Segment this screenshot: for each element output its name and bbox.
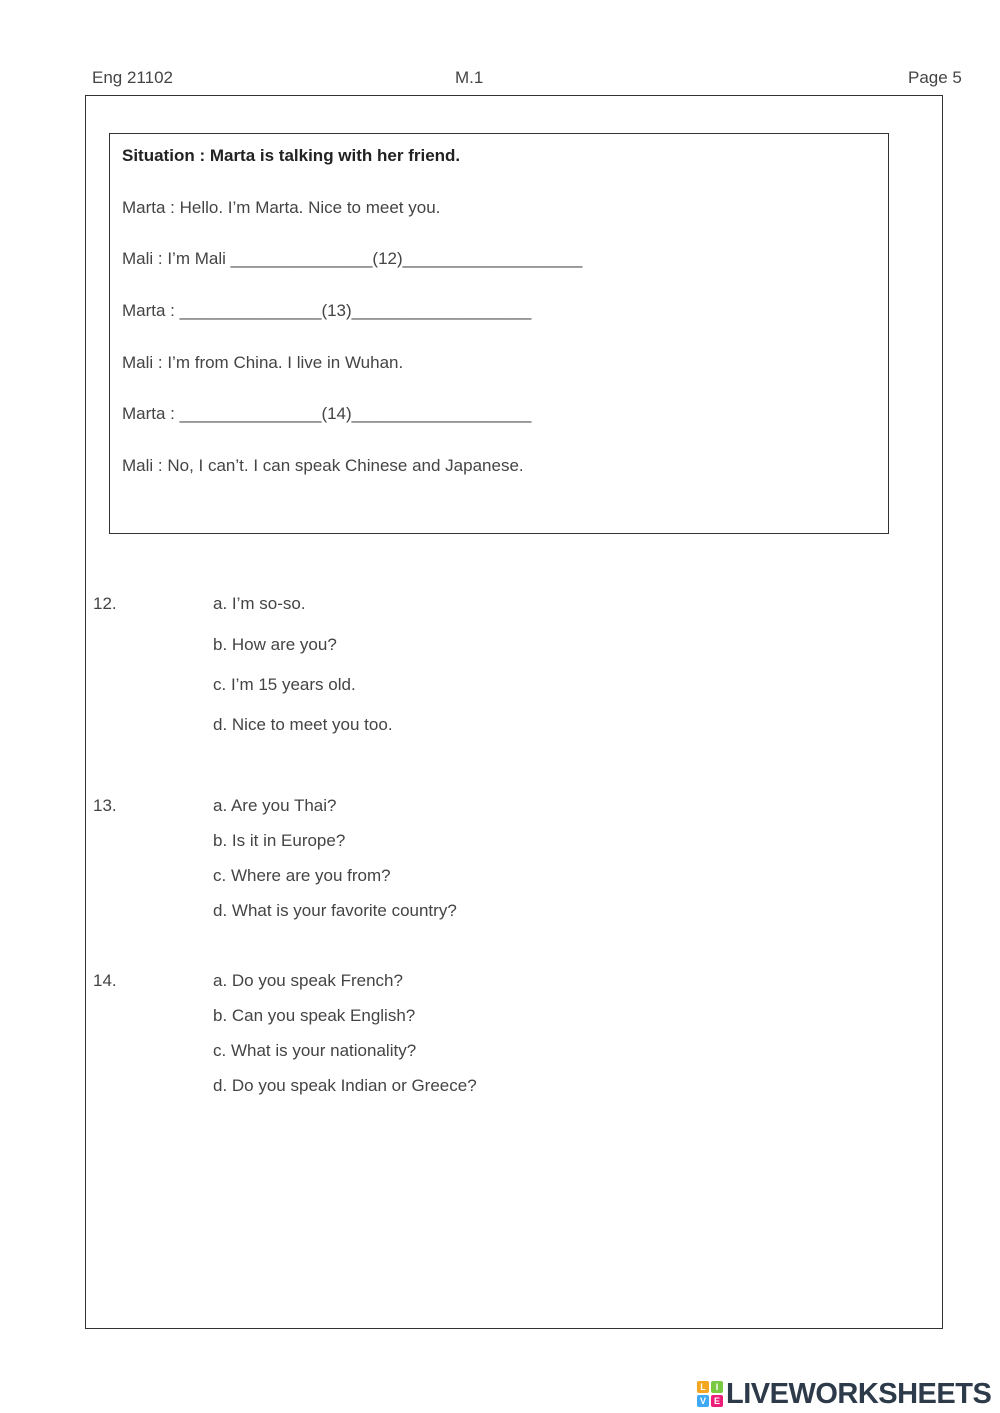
- logo-tile: E: [711, 1395, 723, 1407]
- answer-option[interactable]: d. Nice to meet you too.: [213, 715, 393, 734]
- course-code: Eng 21102: [92, 68, 173, 87]
- answer-option[interactable]: c. Where are you from?: [213, 866, 391, 885]
- dialogue-line-blank-14: Marta : _______________(14)___________________: [122, 404, 532, 423]
- question-number: 12.: [93, 594, 117, 613]
- answer-option[interactable]: c. What is your nationality?: [213, 1041, 417, 1060]
- liveworksheets-logo[interactable]: [697, 1378, 991, 1410]
- logo-tile: V: [697, 1395, 709, 1407]
- dialogue-line: Marta : Hello. I’m Marta. Nice to meet you.: [122, 198, 441, 217]
- dialogue-line: Mali : No, I can’t. I can speak Chinese and Japanese.: [122, 456, 524, 475]
- answer-option[interactable]: a. Are you Thai?: [213, 796, 337, 815]
- question-number: 13.: [93, 796, 117, 815]
- answer-option[interactable]: a. Do you speak French?: [213, 971, 403, 990]
- logo-text: LIVEWORKSHEETS: [726, 1377, 992, 1410]
- logo-tile: I: [711, 1381, 723, 1393]
- grade-level: M.1: [455, 68, 484, 87]
- page-number: Page 5: [908, 68, 962, 87]
- answer-option[interactable]: d. What is your favorite country?: [213, 901, 457, 920]
- logo-mark-icon: [697, 1381, 723, 1407]
- question-number: 14.: [93, 971, 117, 990]
- answer-option[interactable]: b. Can you speak English?: [213, 1006, 416, 1025]
- situation-title: Situation : Marta is talking with her friend.: [122, 146, 461, 165]
- answer-option[interactable]: d. Do you speak Indian or Greece?: [213, 1076, 477, 1095]
- dialogue-line: Mali : I’m from China. I live in Wuhan.: [122, 353, 404, 372]
- logo-tile: L: [697, 1381, 709, 1393]
- answer-option[interactable]: b. How are you?: [213, 635, 337, 654]
- answer-option[interactable]: c. I’m 15 years old.: [213, 675, 356, 694]
- answer-option[interactable]: b. Is it in Europe?: [213, 831, 346, 850]
- answer-option[interactable]: a. I’m so-so.: [213, 594, 306, 613]
- dialogue-line-blank-13: Marta : _______________(13)___________________: [122, 301, 532, 320]
- dialogue-line-blank-12: Mali : I’m Mali _______________(12)___________________: [122, 249, 583, 268]
